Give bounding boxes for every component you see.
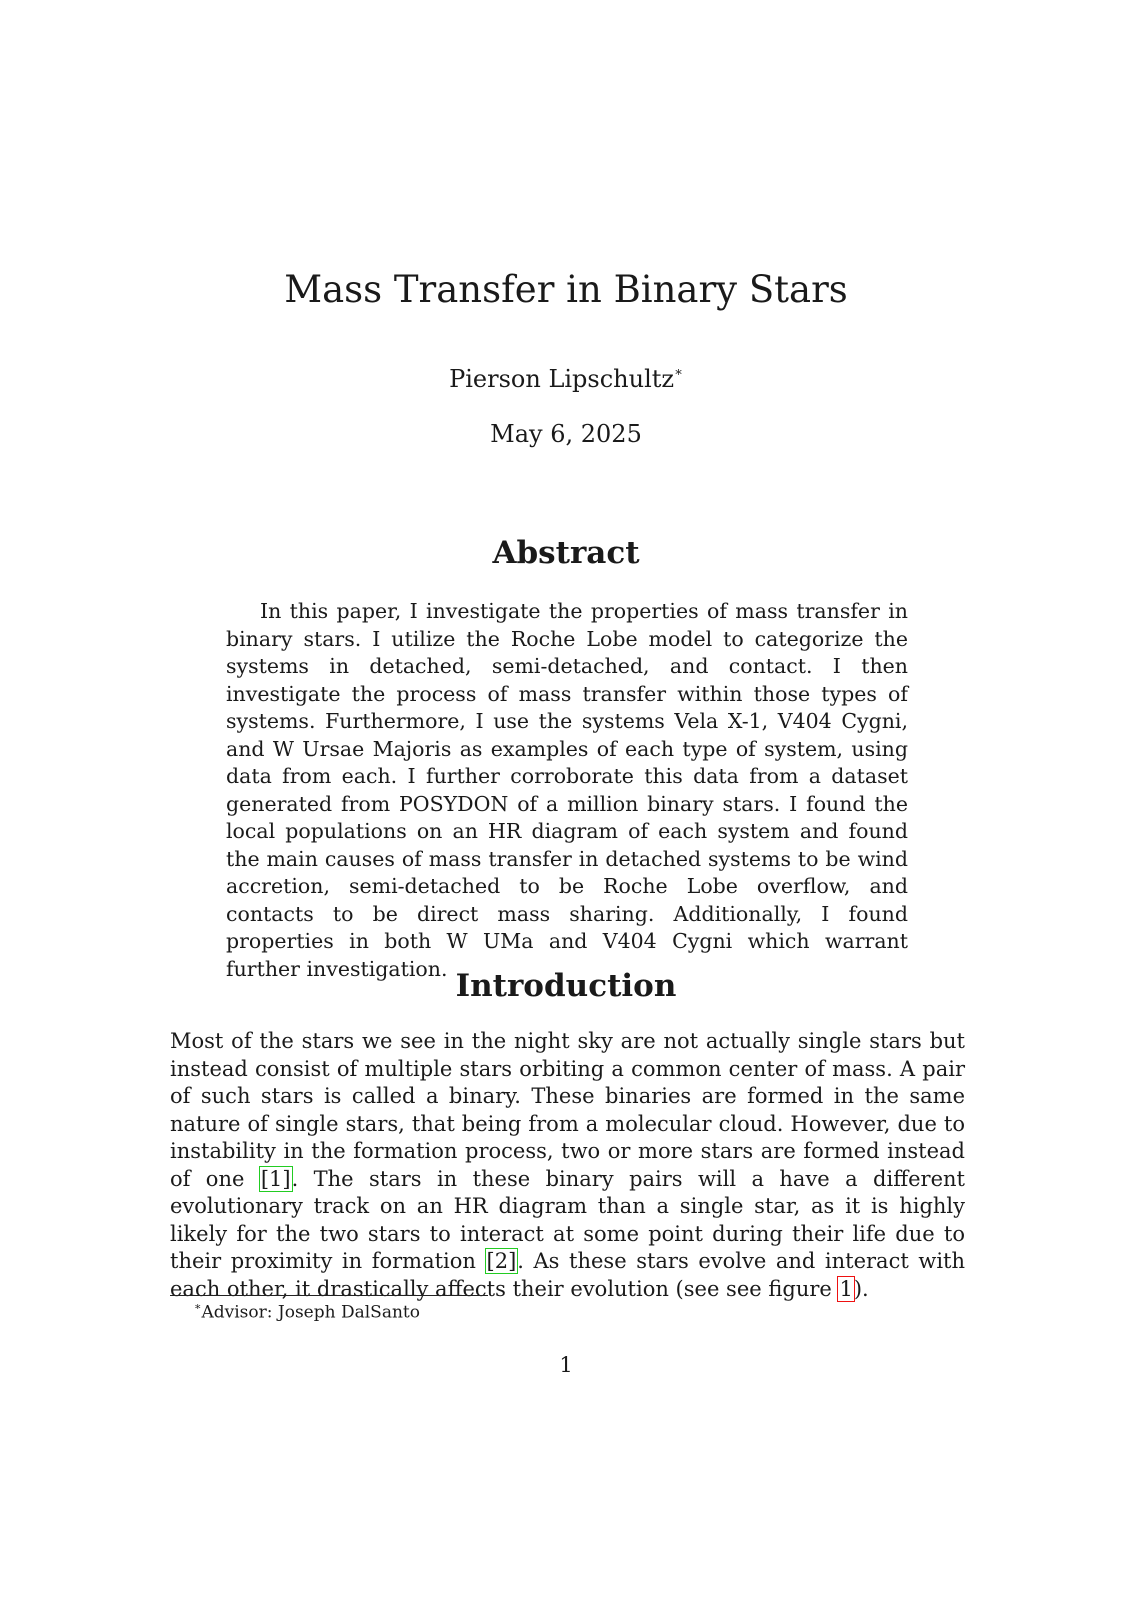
- introduction-paragraph: [170, 1028, 965, 1303]
- paper-title: Mass Transfer in Binary Stars: [284, 268, 848, 311]
- intro-text-part-4: ).: [853, 1276, 869, 1301]
- footnote: [194, 1301, 420, 1323]
- footnote-rule: [170, 1295, 488, 1296]
- intro-text-part-1: Most of the stars we see in the night sky are not actually single stars but instead consist of multiple stars orbiting a common center of mass. A pair of such stars is called a binary. These binaries are formed in the same nature of single stars, that being from a molecular cloud. However, due to instability in the formation process, two or more stars are formed instead of one: [170, 1029, 965, 1191]
- paper-date: May 6, 2025: [490, 420, 642, 448]
- figure-ref-link-1[interactable]: 1: [839, 1276, 853, 1301]
- intro-text-part-3: . As these stars evolve and interact with each other, it drastically affects their evolution (see see figure: [170, 1249, 965, 1301]
- author-footnote-mark[interactable]: ∗: [674, 365, 683, 380]
- citation-link-1[interactable]: [1]: [260, 1166, 291, 1191]
- author-line: [0, 365, 1132, 393]
- abstract-heading: Abstract: [492, 535, 640, 571]
- citation-link-2[interactable]: [2]: [486, 1249, 517, 1273]
- author-name: Pierson Lipschultz: [449, 365, 675, 393]
- intro-text-part-2: . The stars in these binary pairs will a have a different evolutionary track on an HR diagram than a single star, as it is highly likely for the two stars to interact at some point during their life due to their proximity in formation: [170, 1166, 965, 1273]
- page-number: 1: [559, 1353, 573, 1377]
- abstract-text: In this paper, I investigate the properties of mass transfer in binary stars. I utilize the Roche Lobe model to categorize the systems in detached, semi-detached, and contact. I then investigate the process of mass transfer within those types of systems. Furthermore, I use the systems Vela X-1, V404 Cygni, and W Ursae Majoris as examples of each type of system, using data from each. I further corroborate this data from a dataset generated from POSYDON of a million binary stars. I found the local populations on an HR diagram of each system and found the main causes of mass transfer in detached systems to be wind accretion, semi-detached to be Roche Lobe overflow, and contacts to be direct mass sharing. Additionally, I found properties in both W UMa and V404 Cygni which warrant further investigation.: [226, 599, 908, 981]
- introduction-heading: Introduction: [455, 968, 677, 1004]
- footnote-text: Advisor: Joseph DalSanto: [201, 1302, 420, 1323]
- footnote-mark: ∗: [194, 1300, 202, 1313]
